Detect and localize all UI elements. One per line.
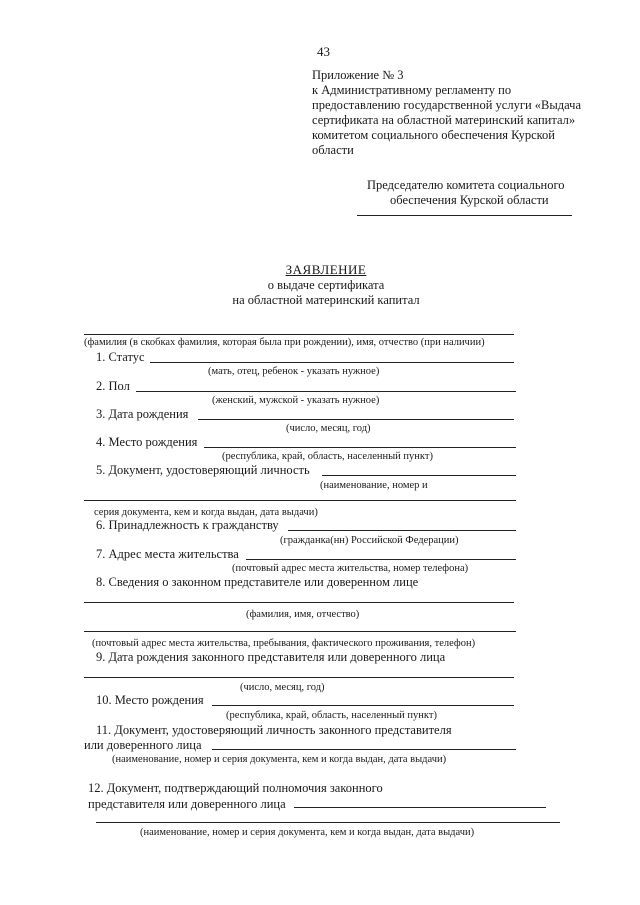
- field-10-input-line[interactable]: [212, 705, 514, 706]
- field-3-label: 3. Дата рождения: [96, 407, 189, 421]
- field-4-hint: (республика, край, область, населенный пункт): [222, 451, 433, 462]
- field-12-input-line-2[interactable]: [96, 822, 560, 823]
- field-11-label-2: или доверенного лица: [84, 738, 202, 752]
- appendix-line: предоставлению государственной услуги «Выдача: [312, 98, 581, 112]
- addressee-line: Председателю комитета социального: [367, 178, 565, 192]
- field-9-label: 9. Дата рождения законного представителя или доверенного лица: [96, 650, 446, 664]
- field-6-input-line[interactable]: [288, 530, 516, 531]
- fio-hint: (фамилия (в скобках фамилия, которая была при рождении), имя, отчество (при наличии): [84, 337, 485, 348]
- field-2-hint: (женский, мужской - указать нужное): [212, 395, 380, 406]
- field-8-input-line-2[interactable]: [84, 631, 516, 632]
- field-5-input-line-2[interactable]: [84, 500, 516, 501]
- addressee-line: обеспечения Курской области: [390, 193, 549, 207]
- field-8-hint-2: (почтовый адрес места жительства, пребывания, фактического проживания, телефон): [92, 638, 476, 649]
- field-1-input-line[interactable]: [150, 362, 514, 363]
- title-line: о выдаче сертификата: [267, 278, 385, 292]
- field-6-label: 6. Принадлежность к гражданству: [96, 518, 279, 532]
- field-9-input-line[interactable]: [84, 677, 514, 678]
- appendix-line: Приложение № 3: [312, 68, 404, 82]
- appendix-line: области: [312, 143, 354, 157]
- fio-input-line[interactable]: [84, 334, 514, 335]
- field-2-input-line[interactable]: [136, 391, 516, 392]
- field-5-label: 5. Документ, удостоверяющий личность: [96, 463, 310, 477]
- field-2-label: 2. Пол: [96, 379, 130, 393]
- field-8-label: 8. Сведения о законном представителе или доверенном лице: [96, 575, 419, 589]
- field-10-label: 10. Место рождения: [96, 693, 204, 707]
- field-12-input-line[interactable]: [294, 807, 546, 808]
- field-12-label-2: представителя или доверенного лица: [88, 797, 286, 811]
- field-7-label: 7. Адрес места жительства: [96, 547, 239, 561]
- field-5-input-line[interactable]: [322, 475, 516, 476]
- appendix-line: комитетом социального обеспечения Курской: [312, 128, 555, 142]
- field-5-hint-2: серия документа, кем и когда выдан, дата выдачи): [94, 507, 318, 518]
- field-4-label: 4. Место рождения: [96, 435, 198, 449]
- field-9-hint: (число, месяц, год): [240, 682, 325, 693]
- field-12-label: 12. Документ, подтверждающий полномочия законного: [88, 781, 383, 795]
- field-4-input-line[interactable]: [204, 447, 516, 448]
- field-11-label: 11. Документ, удостоверяющий личность законного представителя: [96, 723, 452, 737]
- field-8-input-line[interactable]: [84, 602, 514, 603]
- title-main: ЗАЯВЛЕНИЕ: [285, 262, 367, 277]
- field-3-input-line[interactable]: [198, 419, 514, 420]
- field-10-hint: (республика, край, область, населенный пункт): [226, 710, 437, 721]
- field-6-hint: (гражданка(нн) Российской Федерации): [280, 535, 459, 546]
- addressee-signature-line[interactable]: [357, 215, 572, 216]
- title-line: на областной материнский капитал: [232, 293, 420, 307]
- field-8-hint: (фамилия, имя, отчество): [246, 609, 360, 620]
- field-3-hint: (число, месяц, год): [286, 423, 371, 434]
- appendix-line: сертификата на областной материнский капитал»: [312, 113, 576, 127]
- field-12-hint: (наименование, номер и серия документа, кем и когда выдан, дата выдачи): [140, 827, 475, 838]
- field-11-input-line[interactable]: [212, 749, 516, 750]
- field-11-hint: (наименование, номер и серия документа, кем и когда выдан, дата выдачи): [112, 754, 447, 765]
- field-1-hint: (мать, отец, ребенок - указать нужное): [208, 366, 380, 377]
- field-7-hint: (почтовый адрес места жительства, номер телефона): [232, 563, 469, 574]
- appendix-line: к Административному регламенту по: [312, 83, 512, 97]
- page-number: 43: [317, 44, 330, 59]
- field-7-input-line[interactable]: [246, 559, 516, 560]
- field-1-label: 1. Статус: [96, 350, 145, 364]
- field-5-hint: (наименование, номер и: [320, 480, 428, 491]
